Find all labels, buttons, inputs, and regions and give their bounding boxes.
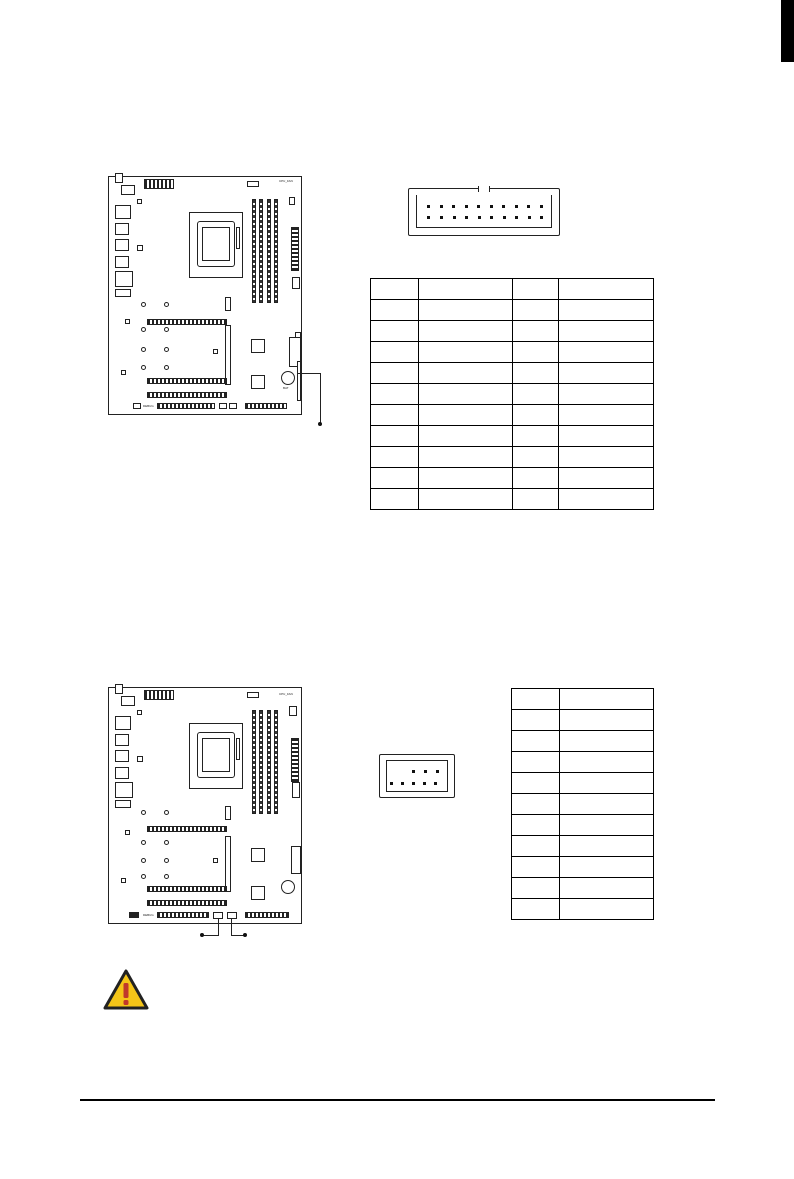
table-row [371, 447, 654, 468]
table-cell [559, 468, 654, 489]
header [129, 912, 139, 918]
table-row [371, 405, 654, 426]
table-cell [559, 773, 653, 794]
board-label: DEBUG [143, 404, 154, 408]
pin [502, 205, 505, 208]
table-cell [512, 773, 560, 794]
table-cell [418, 489, 513, 510]
m2-screw [141, 810, 146, 815]
pin [427, 205, 430, 208]
component [213, 349, 218, 354]
component [137, 245, 143, 251]
component [225, 325, 231, 385]
table-cell [513, 405, 559, 426]
table-cell [512, 815, 560, 836]
pin [515, 216, 518, 219]
usb2-header-2 [227, 912, 237, 919]
m2-screw [164, 810, 169, 815]
dimm-slot [274, 199, 278, 303]
table-cell [512, 899, 560, 920]
pin [527, 205, 530, 208]
leader-endpoint [200, 933, 204, 937]
table-cell [513, 363, 559, 384]
pin [440, 216, 443, 219]
key-notch [478, 186, 490, 192]
dimm-slot [252, 710, 256, 814]
table-cell [512, 794, 560, 815]
io-port [115, 271, 133, 287]
table-row [512, 773, 654, 794]
pin [503, 216, 506, 219]
pcie-slot [147, 826, 227, 832]
component [292, 277, 300, 289]
table-row [371, 363, 654, 384]
m2-screw [141, 858, 146, 863]
front-panel-headers [157, 403, 215, 409]
table-cell [559, 689, 653, 710]
usb3-header-keyway [416, 195, 552, 228]
table-cell [513, 489, 559, 510]
board-label: CPU_FAN [279, 692, 293, 696]
table-row [512, 689, 654, 710]
table-row [371, 426, 654, 447]
atx-power-connector [291, 227, 299, 271]
atx-power-connector [291, 738, 299, 782]
table-cell [512, 836, 560, 857]
table-row [512, 878, 654, 899]
pin [427, 216, 430, 219]
table-row [512, 836, 654, 857]
table-cell [559, 405, 654, 426]
io-port [115, 782, 133, 798]
pin [401, 782, 404, 785]
io-port [115, 223, 129, 235]
usb3-header-target [297, 361, 301, 401]
footer-rule [80, 1099, 715, 1101]
io-port [115, 800, 131, 808]
component [292, 782, 300, 798]
table-cell [418, 405, 513, 426]
table-cell [513, 426, 559, 447]
board-label: BAT [283, 386, 289, 390]
fan-header [247, 181, 259, 187]
table-cell [559, 836, 653, 857]
table-cell [559, 279, 654, 300]
io-port [121, 696, 135, 706]
leader-line [218, 918, 219, 936]
component [121, 370, 126, 375]
table-cell [559, 342, 654, 363]
table-row [371, 279, 654, 300]
header [133, 403, 141, 409]
table-cell [513, 342, 559, 363]
table-cell [513, 384, 559, 405]
board-label: DEBUG [143, 913, 154, 917]
table-cell [513, 447, 559, 468]
pin-definition-table-top [370, 278, 654, 510]
table-cell [512, 752, 560, 773]
cpu-socket-core [202, 227, 230, 261]
table-row [512, 710, 654, 731]
table-cell [559, 878, 653, 899]
m2-screw [164, 302, 169, 307]
pin [465, 205, 468, 208]
m2-screw [164, 347, 169, 352]
leader-line [320, 373, 321, 424]
component [137, 199, 142, 204]
component [225, 297, 231, 311]
pin [540, 216, 543, 219]
table-cell [512, 689, 560, 710]
fan-header [247, 692, 259, 698]
m2-screw [164, 858, 169, 863]
table-cell [418, 342, 513, 363]
table-row [512, 731, 654, 752]
usb2-header-inner [386, 760, 448, 792]
sata-ports [291, 846, 301, 874]
pin [453, 216, 456, 219]
component [137, 756, 143, 762]
component [225, 836, 231, 892]
table-cell [371, 384, 419, 405]
pin [390, 782, 393, 785]
io-port [115, 289, 131, 297]
front-panel-headers [157, 912, 209, 918]
table-cell [559, 321, 654, 342]
m2-screw [141, 874, 146, 879]
io-port [115, 716, 131, 730]
table-cell [371, 426, 419, 447]
table-cell [371, 363, 419, 384]
m2-screw [141, 365, 146, 370]
pin [412, 770, 415, 773]
table-cell [371, 279, 419, 300]
m2-screw [141, 327, 146, 332]
table-cell [418, 384, 513, 405]
usb-header [245, 912, 289, 918]
pin [424, 770, 427, 773]
socket-lever [236, 738, 240, 760]
table-row [371, 468, 654, 489]
table-cell [418, 426, 513, 447]
table-cell [371, 321, 419, 342]
table-cell [559, 752, 653, 773]
table-row [371, 300, 654, 321]
io-bracket [115, 173, 123, 183]
table-row [512, 857, 654, 878]
m2-screw [164, 327, 169, 332]
warning-triangle-icon [102, 968, 150, 1012]
io-port [121, 185, 135, 195]
pin-definition-table-bottom [511, 688, 654, 920]
motherboard-diagram-bottom [108, 687, 302, 924]
table-cell [559, 426, 654, 447]
io-port [115, 256, 129, 268]
table-cell [559, 857, 653, 878]
leader-endpoint [318, 422, 322, 426]
dimm-slot [267, 199, 271, 303]
component [125, 830, 130, 835]
motherboard-diagram-top [108, 176, 302, 415]
m2-screw [164, 365, 169, 370]
io-port [115, 205, 131, 219]
pcie-slot [147, 886, 227, 892]
table-cell [371, 468, 419, 489]
io-port [115, 239, 129, 251]
chipset [251, 848, 265, 862]
controller-chip [251, 375, 265, 389]
cpu-socket-core [202, 738, 230, 772]
cmos-battery [281, 371, 295, 385]
controller-chip [251, 886, 265, 900]
component [121, 878, 126, 883]
pin [515, 205, 518, 208]
table-cell [513, 300, 559, 321]
component [289, 706, 297, 716]
pin [436, 770, 439, 773]
m2-screw [141, 840, 146, 845]
table-cell [559, 447, 654, 468]
pin [478, 216, 481, 219]
header [229, 403, 237, 409]
power-connector-8pin [144, 690, 174, 700]
pcie-slot [147, 392, 227, 398]
pin [412, 782, 415, 785]
chapter-side-tab [781, 0, 794, 62]
table-cell [371, 405, 419, 426]
table-cell [559, 489, 654, 510]
pcie-slot [147, 319, 227, 325]
table-row [371, 321, 654, 342]
dimm-slot [274, 710, 278, 814]
pin [465, 216, 468, 219]
table-cell [418, 447, 513, 468]
table-cell [371, 447, 419, 468]
table-cell [512, 857, 560, 878]
pin [434, 782, 437, 785]
pcie-slot [147, 378, 227, 384]
pin [477, 205, 480, 208]
component [125, 319, 130, 324]
table-cell [513, 321, 559, 342]
table-cell [513, 468, 559, 489]
m2-screw [164, 840, 169, 845]
m2-screw [141, 302, 146, 307]
chipset [251, 339, 265, 353]
table-cell [559, 815, 653, 836]
component [289, 197, 295, 205]
table-row [371, 384, 654, 405]
board-label: CPU_FAN [279, 179, 293, 183]
table-row [371, 342, 654, 363]
io-port [115, 750, 129, 762]
pin [490, 216, 493, 219]
table-cell [512, 878, 560, 899]
table-cell [559, 300, 654, 321]
io-port [115, 734, 129, 746]
table-cell [371, 342, 419, 363]
table-row [512, 815, 654, 836]
io-port [115, 767, 129, 779]
table-row [371, 489, 654, 510]
pin [490, 205, 493, 208]
dimm-slot [252, 199, 256, 303]
pin [540, 205, 543, 208]
table-row [512, 752, 654, 773]
m2-screw [141, 347, 146, 352]
leader-endpoint [243, 933, 247, 937]
component [213, 858, 218, 863]
table-cell [418, 279, 513, 300]
header [219, 403, 227, 409]
pin [423, 782, 426, 785]
table-cell [559, 731, 653, 752]
table-cell [559, 794, 653, 815]
dimm-slot [259, 199, 263, 303]
table-cell [371, 300, 419, 321]
pcie-slot [147, 900, 227, 906]
leader-line [298, 373, 320, 374]
power-connector-8pin [144, 179, 174, 189]
dimm-slot [267, 710, 271, 814]
pin [528, 216, 531, 219]
table-cell [371, 489, 419, 510]
socket-lever [236, 227, 240, 249]
table-row [512, 794, 654, 815]
table-cell [559, 384, 654, 405]
table-cell [418, 363, 513, 384]
usb-header [245, 403, 287, 409]
component [137, 710, 142, 715]
table-cell [559, 710, 653, 731]
leader-line [231, 918, 232, 936]
pin [440, 205, 443, 208]
table-cell [512, 710, 560, 731]
table-row [512, 899, 654, 920]
cmos-battery [281, 880, 295, 894]
leader-line [203, 935, 219, 936]
table-cell [512, 731, 560, 752]
component [225, 806, 231, 820]
io-bracket [115, 684, 123, 694]
dimm-slot [259, 710, 263, 814]
table-cell [418, 300, 513, 321]
m2-screw [164, 874, 169, 879]
table-cell [559, 899, 653, 920]
table-cell [418, 321, 513, 342]
table-cell [418, 468, 513, 489]
table-cell [559, 363, 654, 384]
pin [452, 205, 455, 208]
table-cell [513, 279, 559, 300]
